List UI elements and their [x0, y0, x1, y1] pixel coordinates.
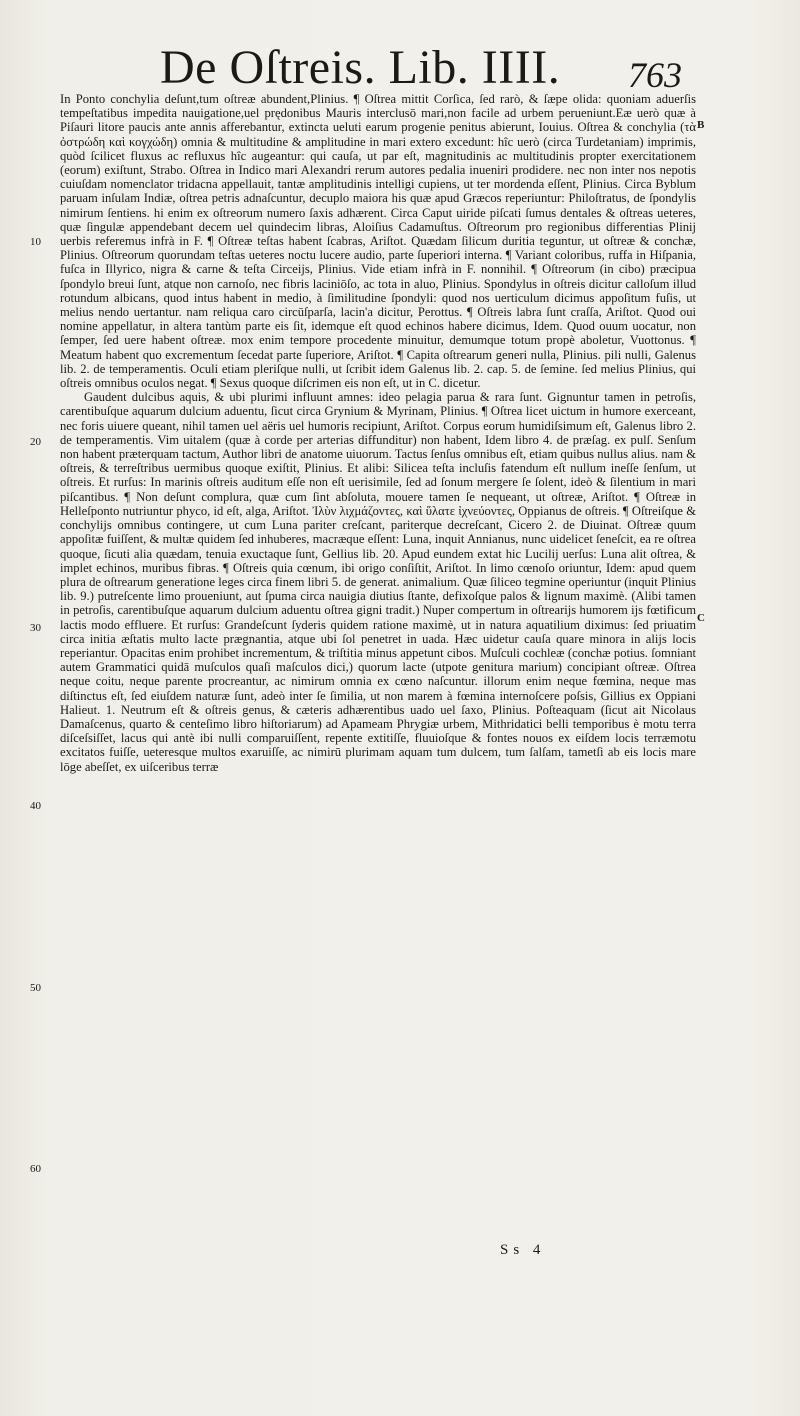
line-number-margin: [0, 0, 60, 1416]
section-letter: C: [697, 612, 705, 624]
page-number: 763: [628, 55, 682, 95]
line-number: 30: [30, 622, 41, 634]
running-title: De Oſtreis. Lib. IIII.: [160, 41, 561, 94]
section-letter: B: [697, 119, 705, 131]
line-number: 40: [30, 800, 41, 812]
paragraph: In Ponto conchylia deſunt,tum oſtreæ abundent,Plinius. ¶ Oſtrea mittit Corſica, ſed rarò, & ſæpe olida: quoniam aduerſis tempeſtatibus impedita nauigatione,uel prędonibus Mauris interclusō mari,non facile ad urbem perueniunt.Eæ uerò quæ à Piſauri litore paucis ante annis afferebantur, extincta ueluti earum progenie penitus abierunt, Iouius. Oſtrea & conchylia (τὰ ὀστρώδη καὶ κογχώδη) omnia & multitudine & amplitudine in mari extero excedunt: hîc uerò (circa Turdetaniam) imprimis, quòd ſcilicet fluxus ac refluxus hîc augeantur: qui cauſa, ut par eſt, magnitudinis ac multitudinis propter exercitationem (eorum) exiſtunt, Strabo. Oſtrea in Indico mari Alexandri rerum autores pedalia inueniri prodidere. nec non inter nos nepotis cuiuſdam nomenclator tridacna appellauit, tantæ amplitudinis intelligi cupiens, ut ter mordenda eſſent, Plinius. Circa Byblum paruam inſulam Indiæ, oſtrea petris adnaſcuntur, decuplo maiora his quæ apud Græcos reperiuntur: Philoſtratus, de ſpondylis nimirum ſentiens. hi enim ex oſtreorum numero ſaxis adhærent. Circa Caput uiride piſcati ſumus dentales & oſtreas ueteres, quæ ſingulæ appendebant decem uel quindecim libras, Aloiſius Cadamuſtus. Oſtreorum pro regionibus differentias Plinij uerbis referemus infrà in F. ¶ Oſtreæ teſtas habent ſcabras, Ariſtot. Quædam ſilicum duritia teguntur, ut oſtreæ & conchæ, Plinius. Oſtreorum quorundam teſtas ueteres noctu lucere audio, parte ſuperiori interna. ¶ Variant coloribus, ruffa in Hiſpania, fuſca in Illyrico, nigra & carne & teſta Circeijs, Plinius. Vide etiam infrà in F. nonnihil. ¶ Oſtreorum (in cibo) præcipua ſpondylo breui ſunt, atque non carnoſo, nec fibris laciniōſo, ac tota in aluo, Plinius. Spondylus in oſtreis dicitur calloſum illud rotundum albicans, quod intus habent in medio, à ſimilitudine ſpondyli: quod nos uerticulum dicimus appoſitum fuſis, ut melius nendo uertantur. nam reliqua caro circūſparſa, lacin'a dicitur, Perottus. ¶ Oſtreis labra ſunt craſſa, Ariſtot. Quod oui nomine appellatur, in altera tantùm parte eis ſit, idemque eſt quod echinos habere dicimus, Idem. Quod ouum uocatur, non ſemper, ſed uere habent oſtreæ. mox enim tempore procedente minuitur, demumque totum propè aboletur, Vuottonus. ¶ Meatum habent quo excrementum ſecedat parte ſuperiore, Ariſtot. ¶ Capita oſtrearum generi nulla, Plinius. pili nulli, Galenus lib. 2. de temperamentis. Oculi etiam pleriſque nulli, ut ſcribit idem Galenus lib. 2. cap. 5. de ſemine. ſed melius Plinius, qui oſtreis omnibus oculos negat. ¶ Sexus quoque diſcrimen eis non eſt, ut in C. dicetur.: [60, 92, 696, 391]
signature-mark: Ss 4: [500, 1242, 546, 1258]
line-number: 10: [30, 236, 41, 248]
line-number: 20: [30, 436, 41, 448]
line-number: 60: [30, 1163, 41, 1175]
line-number: 50: [30, 982, 41, 994]
paragraph: Gaudent dulcibus aquis, & ubi plurimi influunt amnes: ideo pelagia parua & rara ſunt. Gignuntur tamen in petroſis, carentibuſque aquarum dulcium aduentu, ſicut circa Grynium & Myrinam, Plinius. ¶ Oſtrea licet uictum in humore exerceant, nec foris uiuere queant, nihil tamen uel aëris uel humoris recipiunt, Ariſtot. Corpus eorum humidiſsimum eſt, Galenus libro 2. de temperamentis. Vim uitalem (quæ à corde per arterias diffunditur) non habent, Idem libro 4. de præſag. ex pulſ. Senſum non habent præterquam tactum, Author libri de anatome uiuorum. Tactus ſenſus omnibus eſt, etiam quibus nullus alius. nam & oſtreis, & terreſtribus uermibus quoque exiſtit, Plinius. Et alibi: Silicea teſta incluſis fatendum eſt nullum ineſſe ſenſum, ut oſtreis. Et rurſus: In marinis oſtreis auditum eſſe non eſt uerisimile, ſed ad ſonum mergere ſe ſolent, ideò & ſilentium in mari piſcantibus. ¶ Non deſunt complura, quæ cum ſint abſoluta, mouere tamen ſe nequeant, ut oſtreæ, Ariſtot. ¶ Oſtreæ in Helleſponto nutriuntur phyco, id eſt, alga, Ariſtot. Ἰλὺν λιχμάζοντες, καὶ ὕλατε ἰχνεύοντες, Oppianus de oſtreis. ¶ Oſtreiſque & conchylijs omnibus contingere, ut cum Luna pariter creſcant, pariterque decreſcant, Cicero 2. de Diuinat. Oſtreæ quum appoſitæ fuiſſent, & multæ quidem ſed inhuberes, macræque eſſent: Luna, inquit Annianus, nunc uidelicet ſeneſcit, ea re oſtrea quoque, ſicuti alia quædam, tenuia exuctaque ſunt, Gellius lib. 20. Apud eundem extat hic Lucilij uerſus: Luna alit oſtrea, & implet echinos, muribus fibras. ¶ Oſtreis quia cœnum, ibi origo conſiſtit, Ariſtot. In limo cœnoſo oriuntur, Idem: apud quem plura de oſtrearum generatione leges circa finem libri 5. de generat. animalium. Quæ ſiliceo tegmine operiuntur (inquit Plinius lib. 9.) putreſcente limo proueniunt, aut ſpuma circa nauigia diutius ſtante, defixoſque palos & lignum maximè. (Alibi tamen in petroſis, carentibuſque aquarum dulcium aduentu oſtrea gigni tradit.) Nuper compertum in oſtrearijs humorem ijs fœtificum lactis modo effluere. Et rurſus: Grandeſcunt ſyderis quidem ratione maximè, ut in natura aquatilium diximus: ſed priuatim circa initia æſtatis multo lacte prægnantia, atque ubi ſol penetret in uada. Hæc uidetur cauſa quare minora in alijs locis reperiantur. Opacitas enim prohibet incrementum, & triſtitia minus appetunt cibos. Muſculi cochleæ (conchæ potius. ſomniant autem Grammatici quidā muſculos quaſi maſculos dici,) quorum lacte (utpote genitura marium) concipiant oſtreæ. Oſtrea neque coitu, neque parente procreantur, ac nimirum omnia ex cœno naſcuntur. illorum enim neque fœmina, neque mas diſtinctus eſt, ſed eiuſdem naturæ ſunt, adeò inter ſe ſimilia, ut non marem à fœmina internoſcere poſsis, Gillius ex Oppiani Halieut. 1. Neutrum eſt & oſtreis genus, & cæteris adhærentibus uado uel ſaxo, Plinius. Poſteaquam (ſicut ait Nicolaus Damaſcenus, quarto & centeſimo libro hiſtoriarum) ad Apameam Phrygiæ urbem, Mithridatici belli temporibus è motu terra diſceſsiſſet, lacus qui antè ibi nulli comparuiſſent, repente extitiſſe, fluuioſque & fontes nouos ex eiſdem locis terræmotu excitatos fuiſſe, ueteresque multos exaruiſſe, ac nimirū plurimam aquam tum dulcem, tum ſalſam, tametſi ab eis locis mare lōge abeſſet, ex uiſceribus terræ: [60, 390, 696, 774]
page-header: [160, 40, 720, 100]
body-text: [60, 92, 696, 1260]
